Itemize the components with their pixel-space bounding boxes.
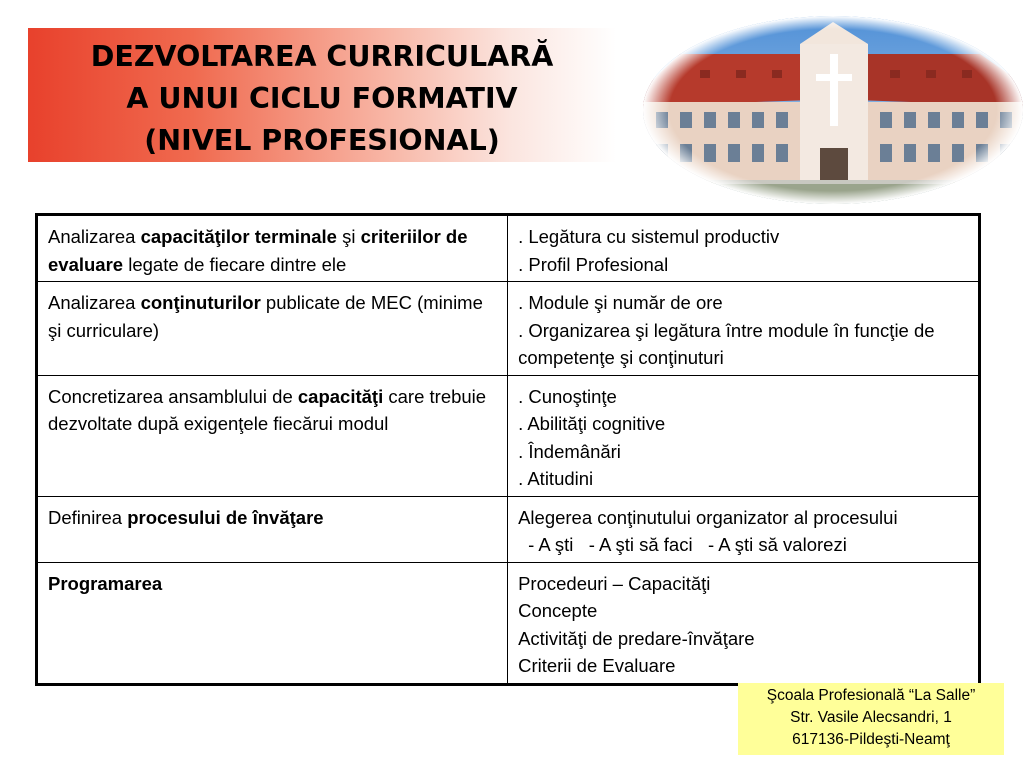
row-topic-cell	[37, 375, 508, 496]
detail-line: - A şti - A şti să faci - A şti să valorezi	[528, 534, 847, 555]
topic-text: Concretizarea ansamblului de	[48, 385, 298, 407]
table-row	[37, 375, 980, 496]
row-details-cell	[508, 375, 980, 496]
detail-line: . Cunoştinţe	[518, 385, 617, 407]
row-topic-cell	[37, 496, 508, 562]
topic-text: legate de fiecare dintre ele	[123, 253, 347, 275]
address-street: Str. Vasile Alecsandri, 1	[790, 709, 952, 726]
title-line-1: DEZVOLTAREA CURRICULARĂ	[90, 40, 554, 73]
detail-line: Procedeuri – Capacităţi	[518, 572, 711, 594]
address-city: 617136-Pildeşti-Neamţ	[792, 731, 950, 748]
topic-bold-text: procesului de învăţare	[127, 506, 324, 528]
address-school-name: Şcoala Profesională “La Salle”	[766, 687, 976, 704]
topic-text: şi	[336, 226, 361, 247]
detail-line: Criterii de Evaluare	[518, 655, 676, 676]
topic-bold-text: conţinuturilor	[140, 292, 261, 313]
topic-bold-text: Programarea	[48, 572, 163, 594]
table-row	[37, 282, 980, 376]
detail-line: . Profil Profesional	[518, 253, 669, 275]
detail-line: Concepte	[518, 600, 598, 621]
row-details-cell	[508, 282, 980, 376]
table-row	[37, 215, 980, 282]
detail-line: . Abilităţi cognitive	[518, 413, 666, 434]
detail-line: . Atitudini	[518, 468, 594, 489]
detail-line: Alegerea conţinutului organizator al procesului	[518, 506, 898, 528]
detail-line: . Îndemânări	[518, 440, 621, 462]
detail-line: Activităţi de predare-învăţare	[518, 627, 755, 649]
detail-line: . Organizarea şi legătura între module în funcţie de competenţe şi conţinuturi	[518, 319, 935, 368]
topic-bold-text: criteriilor de evaluare	[48, 226, 468, 275]
row-topic-cell	[37, 215, 508, 282]
topic-bold-text: capacităţi	[297, 385, 384, 407]
topic-bold-text: capacităţilor terminale	[140, 226, 337, 247]
school-address	[738, 683, 1004, 755]
title-line-2: A UNUI CICLU FORMATIV	[126, 82, 518, 115]
table-row	[37, 562, 980, 684]
row-topic-cell	[37, 562, 508, 684]
row-details-cell	[508, 562, 980, 684]
table-row	[37, 496, 980, 562]
topic-text: care trebuie dezvoltate după exigenţele fiecărui modul	[48, 385, 487, 434]
topic-text: Analizarea	[48, 226, 141, 247]
detail-line: . Module şi număr de ore	[518, 292, 723, 313]
title-line-3: (NIVEL PROFESIONAL)	[144, 124, 500, 157]
slide-title	[28, 36, 616, 162]
row-details-cell	[508, 215, 980, 282]
topic-text: Analizarea	[48, 292, 141, 313]
curriculum-table	[35, 213, 981, 686]
detail-line: . Legătura cu sistemul productiv	[518, 226, 780, 247]
topic-text: Definirea	[48, 506, 128, 528]
row-details-cell	[508, 496, 980, 562]
topic-text: publicate de MEC (minime şi curriculare)	[48, 292, 483, 341]
school-building-photo	[640, 14, 1024, 206]
row-topic-cell	[37, 282, 508, 376]
